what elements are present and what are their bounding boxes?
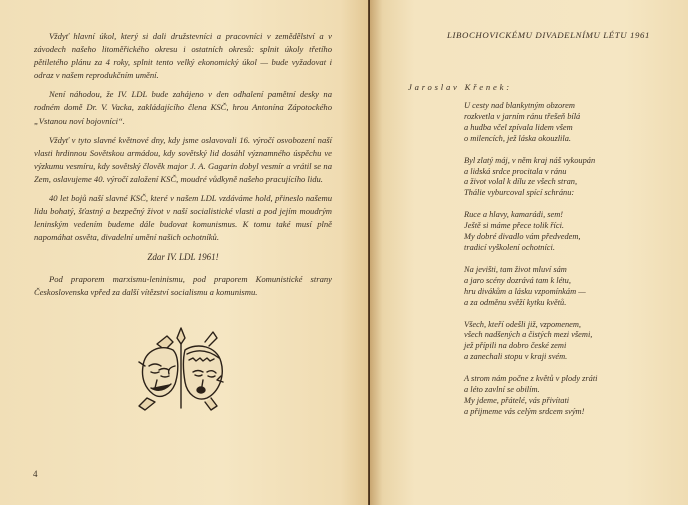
verse: Ruce a hlavy, kamarádi, sem!: [464, 210, 564, 220]
verse: Byl zlatý máj, v něm kraj náš vykoupán: [464, 155, 596, 165]
poem: [464, 101, 674, 429]
verse: jež přípili na dobro české zemi: [464, 341, 567, 351]
verse: a za odměnu svěží kytku květů.: [464, 297, 567, 307]
verse: Na jevišti, tam život mluví sám: [464, 264, 567, 274]
verse: a jaro scény dozrává tam k létu,: [464, 275, 571, 285]
left-page-text: [34, 30, 332, 305]
verse: tradicí vyškolení ochotníci.: [464, 242, 555, 252]
verse: všech nadšených a čistých mezi všemi,: [464, 330, 593, 340]
slogan: Zdar IV. LDL 1961!: [147, 252, 219, 263]
verse: A strom nám počne z květů v plody zráti: [464, 374, 598, 384]
verse: hru divákům a lásku vzpomínkám —: [464, 286, 586, 296]
verse: Všech, kteří odešli již, vzpomenem,: [464, 319, 581, 329]
verse: My jdeme, přátelé, vás přivítati: [464, 395, 570, 405]
paragraph: 40 let bojů naší slavné KSČ, které v našem LDL vzdáváme hold, přineslo našemu lidu bohatý, šťastný a bezpečný život v naší socialistické vlasti a pod jejím moudrým leninským vedením budeme dále budovat komunismus. K tomu také musí plně napomáhat osvěta, divadelní umění našich ochotníků.: [34, 193, 332, 243]
stanza: [464, 374, 674, 418]
verse: My dobré divadlo vám předvedem,: [464, 232, 581, 242]
closing-paragraph: Pod praporem marxismu-leninismu, pod praporem Komunistické strany Československa vpřed za další vítězství socialismu a komunismu.: [34, 273, 332, 297]
verse: a lidská srdce procitala v ránu: [464, 166, 567, 176]
stanza: [464, 210, 674, 254]
running-head: LIBOCHOVICKÉMU DIVADELNÍMU LÉTU 1961: [447, 30, 650, 40]
verse: a zanechali stopu v kraji svém.: [464, 352, 568, 362]
paragraph: Vždyť v tyto slavné květnové dny, kdy jsme oslavovali 16. výročí osvobození naší vlasti hrdinnou Sovětskou armádou, kdy sovětský lid dosáhl významného úspěchu ve výzkumu vesmíru, kdy sovětský člověk major J. A. Gagarin dobyl vesmír a vrátil se na Zem, oslavujeme 40. výročí založení KSČ, moudré vůdkyně našeho pracujícího lidu.: [34, 134, 332, 184]
theatre-masks-icon: [135, 322, 227, 414]
verse: a život volal k dílu ze všech stran,: [464, 177, 578, 187]
verse: o milencích, jež láska okouzlila.: [464, 133, 571, 143]
verse: U cesty nad blankytným obzorem: [464, 101, 575, 110]
page-number: 4: [33, 469, 38, 479]
stanza: [464, 101, 674, 145]
paragraph: Není náhodou, že IV. LDL bude zahájeno v den odhalení pamětní desky na rodném domě Dr. V. Vacka, zakládajícího člena KSČ, hrou Antonína Zápotockého „Vstanou noví bojovníci“.: [34, 89, 332, 126]
verse: a přijmeme vás celým srdcem svým!: [464, 406, 585, 416]
verse: Thálie vyburcoval spící schránu:: [464, 188, 575, 198]
verse: rozkvetla v jarním ránu třešeň bílá: [464, 111, 581, 121]
verse: Ještě si máme přece tolik říci.: [464, 221, 565, 231]
verse: a hudba včel zpívala lidem všem: [464, 122, 573, 132]
stanza: [464, 265, 674, 309]
poem-author: Jaroslav Křenek:: [408, 82, 512, 92]
verse: a léto zavlní se obilím.: [464, 385, 540, 395]
paragraph: Vždyť hlavní úkol, který si dali družstevníci a pracovníci v zemědělství a v závodech našeho litoměřického okresu i ostatních okresů: splnit úkoly třetího pětiletého plánu za 4 roky, splnit tento velký ekonomický úkol — bude vyžadovat i odraz v našem reprodukčním umění.: [34, 31, 332, 81]
stanza: [464, 156, 674, 200]
stanza: [464, 320, 674, 364]
